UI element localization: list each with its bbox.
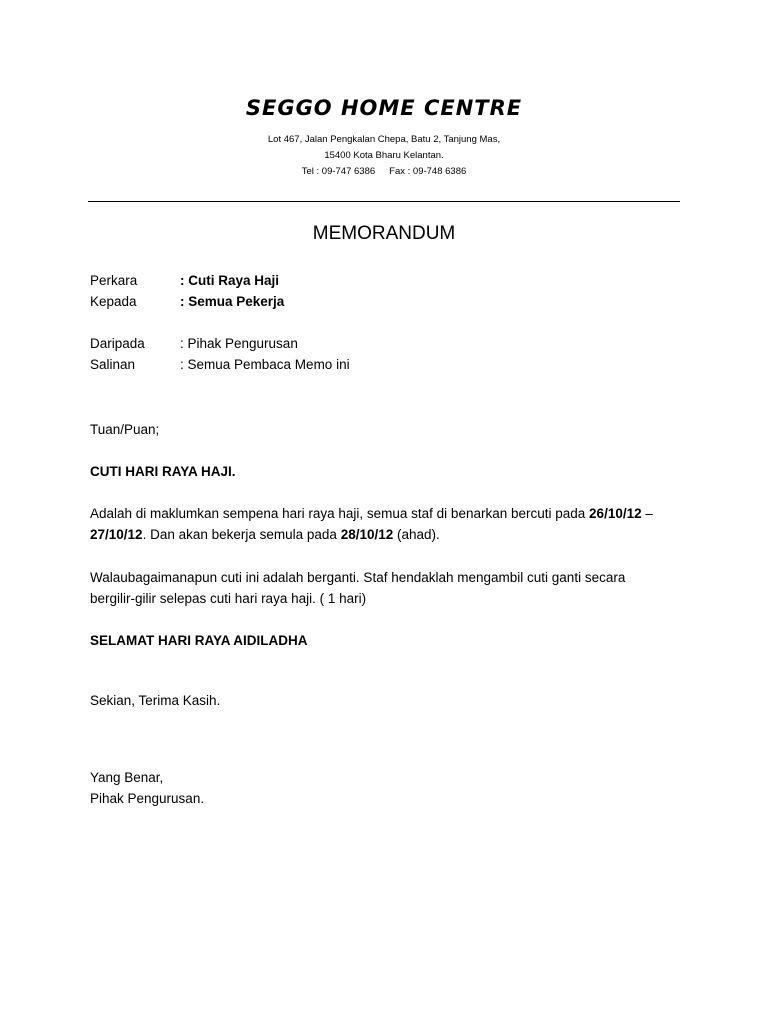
paragraph-replacement-leave: [90, 567, 690, 609]
paragraph-leave-dates: [90, 503, 690, 545]
paragraph-text: . Dan akan bekerja semula pada: [142, 527, 341, 542]
return-date: 28/10/12: [340, 527, 394, 542]
closing-line: Sekian, Terima Kasih.: [90, 693, 221, 708]
field-label: Kepada: [90, 294, 137, 309]
leave-end-date: 27/10/12: [90, 527, 143, 542]
telephone-number: Tel : 09-747 6386: [301, 166, 376, 177]
paragraph-text: (ahad).: [393, 527, 440, 542]
greeting: Tuan/Puan;: [90, 422, 160, 437]
field-label: Perkara: [90, 273, 138, 288]
field-value: : Pihak Pengurusan: [180, 336, 298, 351]
company-name: SEGGO HOME CENTRE: [245, 96, 523, 120]
date-dash: –: [641, 506, 653, 521]
field-label: Daripada: [90, 336, 145, 351]
field-kepada: [90, 294, 284, 309]
paragraph-text: Adalah di maklumkan sempena hari raya haji, semua staf di benarkan bercuti pada: [90, 506, 590, 521]
fax-number: Fax : 09-748 6386: [389, 166, 467, 177]
paragraph-line: Walaubagaimanapun cuti ini adalah berganti. Staf hendaklah mengambil cuti ganti secara: [90, 570, 626, 585]
address-line-1: Lot 467, Jalan Pengkalan Chepa, Batu 2, Tanjung Mas,: [267, 134, 501, 145]
field-value: : Semua Pembaca Memo ini: [180, 357, 350, 372]
header-divider: [88, 201, 680, 202]
field-perkara: [90, 273, 279, 288]
contact-line: [0, 166, 768, 177]
document-title: MEMORANDUM: [312, 223, 456, 244]
leave-start-date: 26/10/12: [589, 506, 642, 521]
memo-heading: CUTI HARI RAYA HAJI.: [90, 464, 236, 479]
festive-greeting: SELAMAT HARI RAYA AIDILADHA: [90, 633, 308, 648]
field-salinan: [90, 357, 350, 372]
signoff: Yang Benar,: [90, 770, 164, 785]
paragraph-line: bergilir-gilir selepas cuti hari raya haji. ( 1 hari): [90, 591, 367, 606]
field-daripada: [90, 336, 298, 351]
field-label: Salinan: [90, 357, 136, 372]
field-value: : Semua Pekerja: [180, 294, 285, 309]
signatory: Pihak Pengurusan.: [90, 791, 205, 806]
field-value: : Cuti Raya Haji: [180, 273, 280, 288]
address-line-2: 15400 Kota Bharu Kelantan.: [324, 150, 444, 161]
